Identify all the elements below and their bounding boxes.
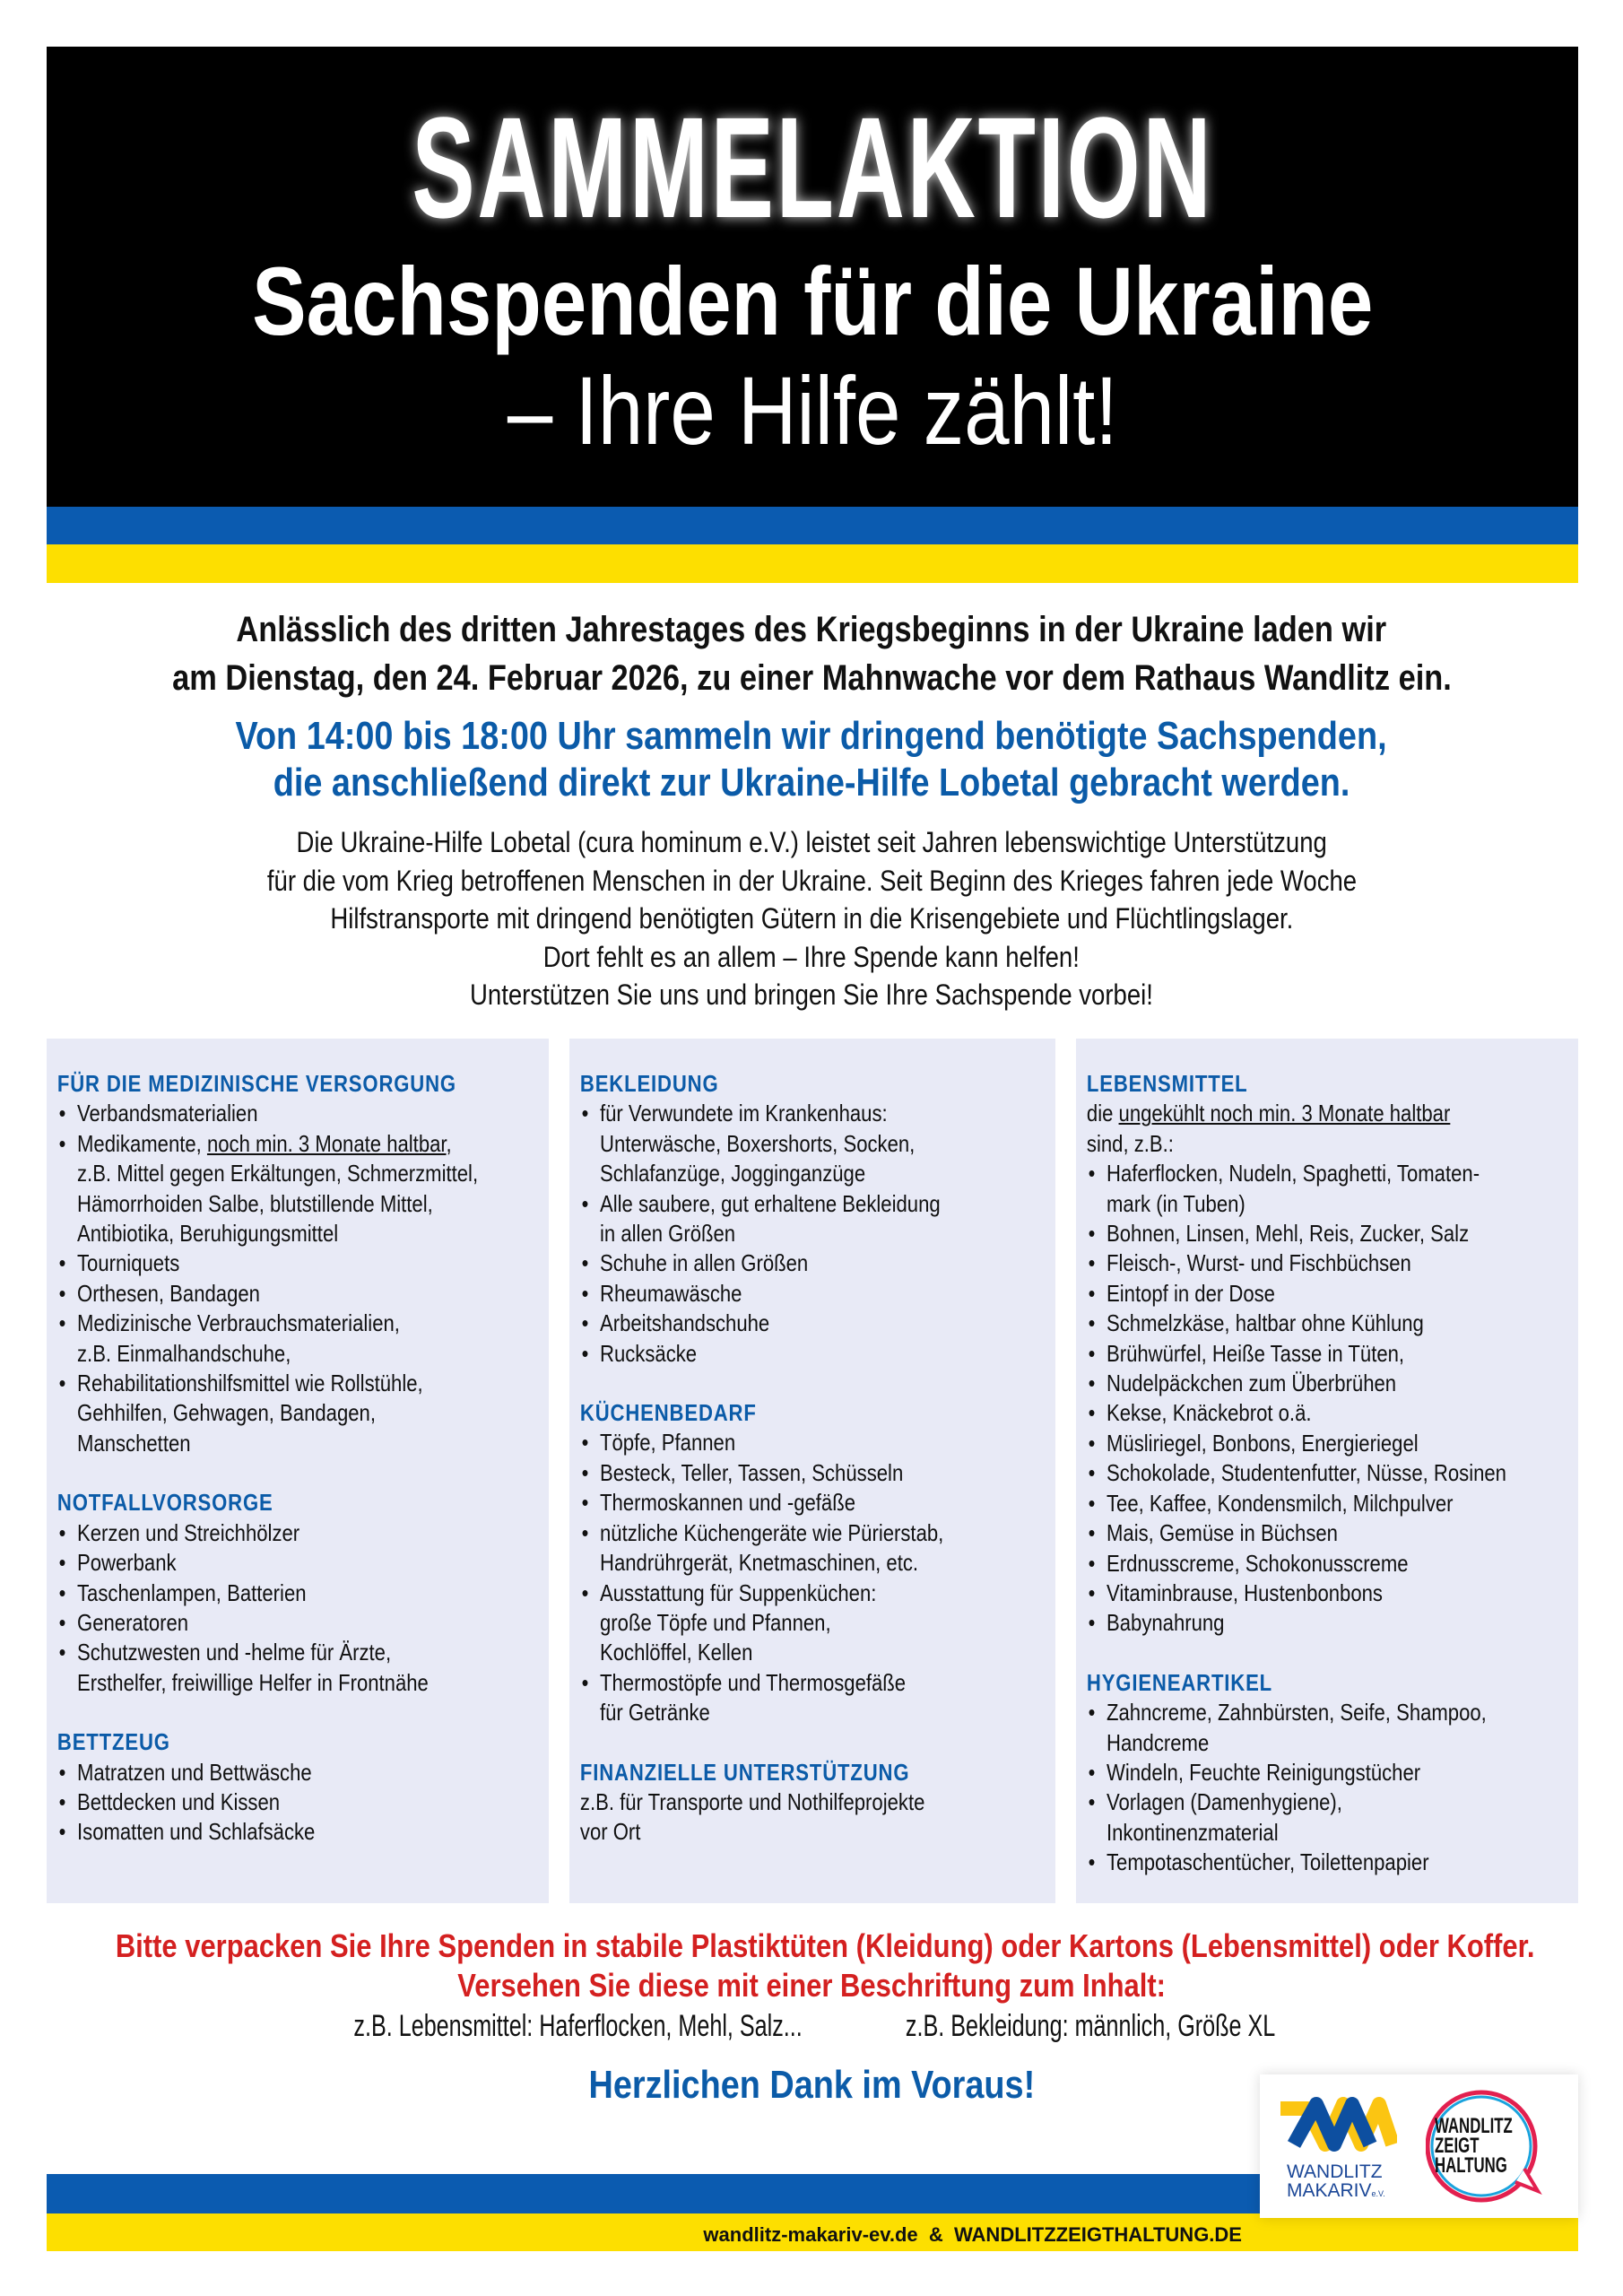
example-food: z.B. Lebensmittel: Haferflocken, Mehl, Salz... xyxy=(353,2009,803,2043)
flag-band-blue xyxy=(47,507,1578,544)
item-text: , z.B. Mittel gegen Erkältungen, Schmerzmittel, Hämorrhoiden Salbe, blutstillende Mittel, Antibiotika, Beruhigungsmittel xyxy=(77,1129,479,1248)
makariv-logo xyxy=(1276,2091,1397,2207)
food-intro-2: sind, z.B.: xyxy=(1086,1129,1174,1157)
list-item: • Schokolade, Studentenfutter, Nüsse, Rosinen xyxy=(1087,1458,1578,1488)
logo-text: MAKARIV xyxy=(1287,2180,1372,2201)
packing-line: Bitte verpacken Sie Ihre Spenden in stabile Plastiktüten (Kleidung) oder Kartons (Lebensmittel) oder Koffer. xyxy=(115,1927,1535,1964)
item-list xyxy=(57,1518,549,1698)
list-item: • Thermostöpfe und Thermosgefäße für Getränke xyxy=(580,1668,1055,1728)
list-item: • Mais, Gemüse in Büchsen xyxy=(1087,1518,1578,1548)
paragraph-line: Unterstützen Sie uns und bringen Sie Ihre Sachspende vorbei! xyxy=(470,978,1153,1011)
section-title: FINANZIELLE UNTERSTÜTZUNG xyxy=(579,1758,910,1786)
list-item: • Kekse, Knäckebrot o.ä. xyxy=(1087,1398,1578,1428)
food-intro xyxy=(1087,1099,1578,1128)
list-item: • Windeln, Feuchte Reinigungstücher xyxy=(1087,1758,1578,1787)
highlight-text xyxy=(0,713,1623,806)
paragraph-line: für die vom Krieg betroffenen Menschen in der Ukraine. Seit Beginn des Krieges fahren jede Woche xyxy=(266,864,1357,897)
logo-text: HALTUNG xyxy=(1435,2153,1507,2178)
flag-band-yellow xyxy=(47,544,1578,583)
item-list xyxy=(580,1099,1055,1369)
header-banner xyxy=(47,47,1578,507)
section-title: HYGIENEARTIKEL xyxy=(1086,1668,1273,1696)
list-item: • Schmelzkäse, haltbar ohne Kühlung xyxy=(1087,1309,1578,1338)
list-item: • Orthesen, Bandagen xyxy=(57,1279,549,1309)
thanks-text: Herzlichen Dank im Voraus! xyxy=(588,2063,1035,2107)
paragraph-line: Die Ukraine-Hilfe Lobetal (cura hominum e.V.) leistet seit Jahren lebenswichtige Unterstützung xyxy=(296,826,1327,858)
list-item: • Müsliriegel, Bonbons, Energieriegel xyxy=(1087,1429,1578,1458)
item-list xyxy=(57,1758,549,1848)
logo-text: WANDLITZ xyxy=(1287,2161,1383,2182)
list-item: • Rheumawäsche xyxy=(580,1279,1055,1309)
highlight-line: die anschließend direkt zur Ukraine-Hilfe Lobetal gebracht werden. xyxy=(273,761,1350,804)
list-item: • Babynahrung xyxy=(1087,1608,1578,1638)
section-title: NOTFALLVORSORGE xyxy=(56,1489,273,1517)
list-item: • Brühwürfel, Heiße Tasse in Tüten, xyxy=(1087,1339,1578,1369)
footer-links[interactable]: wandlitz-makariv-ev.de & WANDLITZZEIGTHALTUNG.DE xyxy=(703,2223,1242,2246)
main-title: SAMMELAKTION xyxy=(411,87,1214,248)
section-title: KÜCHENBEDARF xyxy=(579,1399,757,1427)
list-item: • Besteck, Teller, Tassen, Schüsseln xyxy=(580,1458,1055,1488)
item-underline: ungekühlt noch min. 3 Monate haltbar xyxy=(1118,1100,1451,1127)
list-item: • Schutzwesten und -helme für Ärzte, Ersthelfer, freiwillige Helfer in Frontnähe xyxy=(57,1638,549,1698)
list-item: • Töpfe, Pfannen xyxy=(580,1428,1055,1457)
list-item: • Arbeitshandschuhe xyxy=(580,1309,1055,1338)
section-title: FÜR DIE MEDIZINISCHE VERSORGUNG xyxy=(56,1070,456,1097)
list-item xyxy=(57,1129,549,1249)
list-item: • Tourniquets xyxy=(57,1248,549,1278)
list-item: • für Verwundete im Krankenhaus: Unterwäsche, Boxershorts, Socken, Schlafanzüge, Jogginganzüge xyxy=(580,1099,1055,1188)
paragraph-line: Dort fehlt es an allem – Ihre Spende kann helfen! xyxy=(542,940,1081,973)
list-item: • nützliche Küchengeräte wie Pürierstab, Handrührgerät, Knetmaschinen, etc. xyxy=(580,1518,1055,1578)
logo-box xyxy=(1260,2074,1578,2218)
logo-text: e.V. xyxy=(1371,2189,1385,2198)
column-medical xyxy=(47,1039,549,1903)
list-item: • Tempotaschentücher, Toilettenpapier xyxy=(1087,1848,1578,1877)
list-item: • Isomatten und Schlafsäcke xyxy=(57,1817,549,1847)
section-title: LEBENSMITTEL xyxy=(1086,1070,1248,1097)
logo-text: WANDLITZ xyxy=(1435,2114,1513,2138)
list-item: • Medizinische Verbrauchsmaterialien, z.B. Einmalhandschuhe, xyxy=(57,1309,549,1369)
item-underline: noch min. 3 Monate haltbar xyxy=(206,1129,447,1157)
list-item: • Taschenlampen, Batterien xyxy=(57,1578,549,1608)
intro-line: am Dienstag, den 24. Februar 2026, zu einer Mahnwache vor dem Rathaus Wandlitz ein. xyxy=(171,658,1452,698)
column-food-hygiene xyxy=(1076,1039,1578,1903)
list-item: • Tee, Kaffee, Kondensmilch, Milchpulver xyxy=(1087,1489,1578,1518)
item-list xyxy=(1087,1159,1578,1639)
description-paragraph xyxy=(0,823,1623,1014)
item-text: Medikamente, xyxy=(77,1129,207,1157)
list-item: • Fleisch-, Wurst- und Fischbüchsen xyxy=(1087,1248,1578,1278)
list-item: • Kerzen und Streichhölzer xyxy=(57,1518,549,1548)
makariv-ribbon-icon xyxy=(1276,2091,1397,2158)
list-item: • Vorlagen (Damenhygiene), Inkontinenzmaterial xyxy=(1087,1787,1578,1848)
finance-text: z.B. für Transporte und Nothilfeprojekte vor Ort xyxy=(579,1787,925,1846)
list-item: • Generatoren xyxy=(57,1608,549,1638)
paragraph-line: Hilfstransporte mit dringend benötigten Gütern in die Krisengebiete und Flüchtlingslager. xyxy=(330,902,1293,935)
list-item: • Matratzen und Bettwäsche xyxy=(57,1758,549,1787)
list-item: • Bohnen, Linsen, Mehl, Reis, Zucker, Salz xyxy=(1087,1219,1578,1248)
list-item: • Nudelpäckchen zum Überbrühen xyxy=(1087,1369,1578,1398)
intro-text xyxy=(0,605,1623,702)
example-clothing: z.B. Bekleidung: männlich, Größe XL xyxy=(906,2009,1276,2043)
column-clothing-kitchen xyxy=(569,1039,1055,1903)
list-item: • Verbandsmaterialien xyxy=(57,1099,549,1128)
list-item: • Erdnusscreme, Schokonusscreme xyxy=(1087,1549,1578,1578)
list-item: • Eintopf in der Dose xyxy=(1087,1279,1578,1309)
packing-line: Versehen Sie diese mit einer Beschriftung zum Inhalt: xyxy=(457,1967,1166,2004)
list-item: • Vitaminbrause, Hustenbonbons xyxy=(1087,1578,1578,1608)
highlight-line: Von 14:00 bis 18:00 Uhr sammeln wir dringend benötigte Sachspenden, xyxy=(235,714,1388,758)
list-item: • Rehabilitationshilfsmittel wie Rollstühle, Gehhilfen, Gehwagen, Bandagen, Manschetten xyxy=(57,1369,549,1458)
wandlitz-zeigt-haltung-logo xyxy=(1426,2088,1547,2209)
list-item: • Zahncreme, Zahnbürsten, Seife, Shampoo, Handcreme xyxy=(1087,1698,1578,1758)
item-list xyxy=(1087,1698,1578,1877)
list-item: • Ausstattung für Suppenküchen: große Töpfe und Pfannen, Kochlöffel, Kellen xyxy=(580,1578,1055,1668)
list-item: • Alle saubere, gut erhaltene Bekleidung in allen Größen xyxy=(580,1189,1055,1249)
list-item: • Schuhe in allen Größen xyxy=(580,1248,1055,1278)
examples xyxy=(0,2006,1623,2046)
intro-line: Anlässlich des dritten Jahrestages des Kriegsbeginns in der Ukraine laden wir xyxy=(236,610,1387,649)
tagline: – Ihre Hilfe zählt! xyxy=(507,356,1118,465)
list-item: • Rucksäcke xyxy=(580,1339,1055,1369)
section-title: BETTZEUG xyxy=(56,1728,170,1756)
section-title: BEKLEIDUNG xyxy=(579,1070,719,1097)
list-item: • Haferflocken, Nudeln, Spaghetti, Tomaten- mark (in Tuben) xyxy=(1087,1159,1578,1219)
item-text: die xyxy=(1086,1100,1119,1127)
packing-instructions xyxy=(0,1926,1623,2005)
list-item: • Bettdecken und Kissen xyxy=(57,1787,549,1817)
subtitle: Sachspenden für die Ukraine xyxy=(251,247,1374,355)
item-list xyxy=(580,1428,1055,1727)
logo-text: ZEIGT xyxy=(1435,2134,1480,2158)
list-item: • Thermoskannen und -gefäße xyxy=(580,1488,1055,1518)
list-item: • Powerbank xyxy=(57,1548,549,1578)
